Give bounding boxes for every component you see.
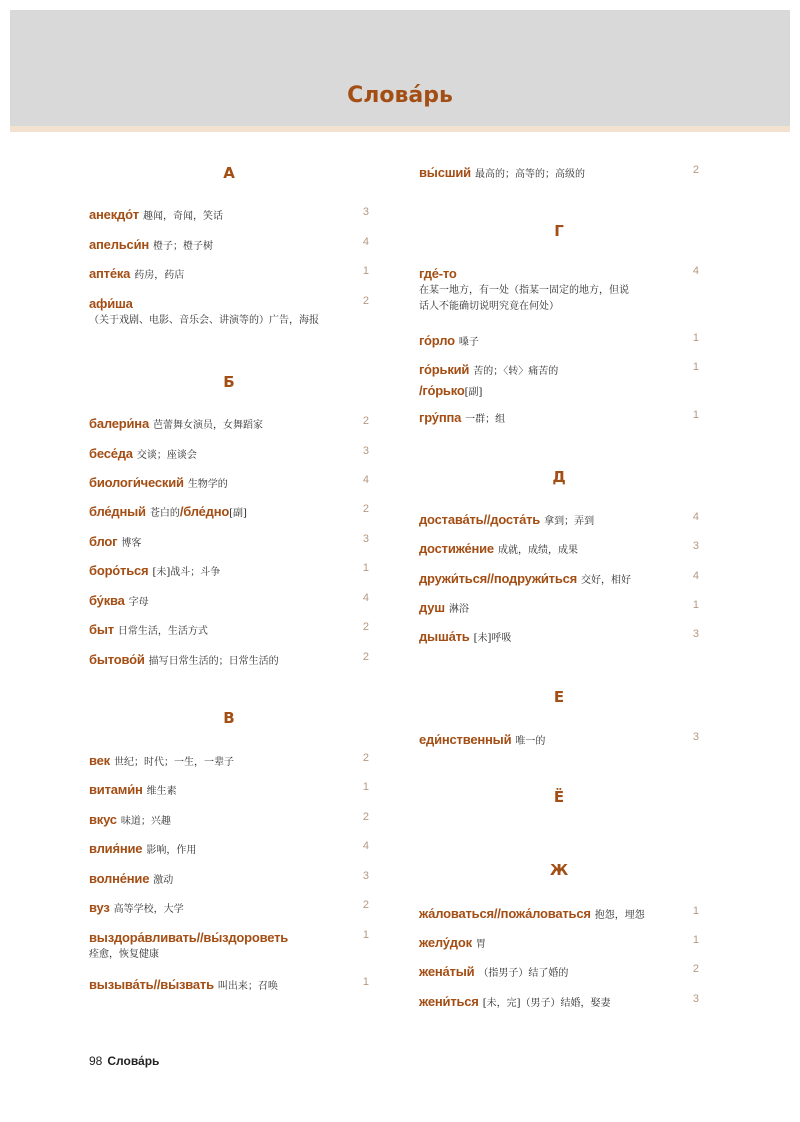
dictionary-entry bbox=[89, 650, 369, 671]
lesson-number: 3 bbox=[692, 540, 699, 552]
dictionary-entry bbox=[89, 264, 369, 285]
dictionary-entry bbox=[419, 627, 699, 648]
lesson-number: 2 bbox=[362, 899, 369, 911]
dictionary-entry bbox=[89, 810, 369, 831]
entry-definition: 博客 bbox=[121, 538, 142, 549]
lesson-number: 4 bbox=[362, 474, 369, 486]
lesson-number: 4 bbox=[692, 265, 699, 277]
dictionary-entry bbox=[89, 591, 369, 612]
lesson-number: 4 bbox=[692, 570, 699, 582]
dictionary-entry bbox=[89, 898, 369, 919]
entry-word: апельси́н bbox=[89, 237, 150, 252]
dictionary-entry bbox=[419, 510, 699, 531]
entry-word: бле́дный bbox=[89, 504, 146, 519]
dictionary-entry bbox=[419, 408, 699, 429]
entry-word: желу́док bbox=[419, 935, 472, 950]
dictionary-entry bbox=[419, 730, 699, 751]
entry-definition: 影响，作用 bbox=[146, 845, 197, 856]
section-letter: Ж bbox=[549, 861, 569, 879]
lesson-number: 1 bbox=[362, 976, 369, 988]
entry-word: бу́ква bbox=[89, 593, 125, 608]
entry-definition: 激动 bbox=[153, 875, 174, 886]
entry-definition: 一群；组 bbox=[465, 414, 506, 425]
page-footer bbox=[89, 1054, 159, 1068]
entry-word: блог bbox=[89, 534, 118, 549]
entry-definition: 话人不能确切说明究竟在何处） bbox=[419, 301, 559, 312]
dictionary-entry bbox=[89, 869, 369, 890]
dictionary-entry bbox=[89, 780, 369, 801]
dictionary-entry bbox=[89, 294, 369, 329]
dictionary-entry bbox=[419, 904, 699, 925]
entry-word: го́рький bbox=[419, 362, 470, 377]
dictionary-entry bbox=[419, 569, 699, 590]
entry-word: душ bbox=[419, 600, 445, 615]
dictionary-entry bbox=[89, 414, 369, 435]
entry-definition: 成就，成绩，成果 bbox=[497, 545, 578, 556]
entry-word: выздора́вливать//вы́здороветь bbox=[89, 930, 289, 945]
dictionary-entry bbox=[89, 532, 369, 553]
entry-definition: [未]战斗；斗争 bbox=[152, 567, 221, 578]
lesson-number: 1 bbox=[692, 905, 699, 917]
lesson-number: 2 bbox=[362, 621, 369, 633]
dictionary-entry bbox=[89, 751, 369, 772]
entry-word-variant: /го́рько bbox=[419, 383, 465, 398]
lesson-number: 1 bbox=[692, 409, 699, 421]
dictionary-entry bbox=[419, 933, 699, 954]
lesson-number: 3 bbox=[692, 628, 699, 640]
entry-definition: 嗓子 bbox=[458, 337, 479, 348]
entry-definition: 芭蕾舞女演员，女舞蹈家 bbox=[153, 420, 263, 431]
lesson-number: 1 bbox=[362, 929, 369, 941]
entry-word: апте́ка bbox=[89, 266, 131, 281]
entry-word: волне́ние bbox=[89, 871, 150, 886]
lesson-number: 3 bbox=[362, 533, 369, 545]
entry-word: балери́на bbox=[89, 416, 149, 431]
entry-definition: 拿到；弄到 bbox=[544, 516, 595, 527]
dictionary-entry bbox=[419, 598, 699, 619]
dictionary-entry bbox=[419, 163, 699, 184]
lesson-number: 3 bbox=[362, 206, 369, 218]
page-number: 98 bbox=[89, 1054, 103, 1068]
lesson-number: 2 bbox=[362, 415, 369, 427]
entry-definition: 日常生活，生活方式 bbox=[117, 626, 208, 637]
dictionary-entry bbox=[89, 473, 369, 494]
entry-word: дыша́ть bbox=[419, 629, 470, 644]
entry-definition: （指男子）结了婚的 bbox=[478, 968, 569, 979]
entry-word: жена́тый bbox=[419, 964, 475, 979]
entry-definition: [未，完]（男子）结婚，娶妻 bbox=[482, 998, 611, 1009]
entry-word: бытово́й bbox=[89, 652, 145, 667]
dictionary-entry bbox=[89, 620, 369, 641]
lesson-number: 2 bbox=[362, 752, 369, 764]
entry-definition: 药房，药店 bbox=[134, 270, 185, 281]
dictionary-entry bbox=[419, 962, 699, 983]
dictionary-entry bbox=[89, 839, 369, 860]
lesson-number: 2 bbox=[362, 503, 369, 515]
dictionary-entry bbox=[89, 235, 369, 256]
page-title: Слова́рь bbox=[347, 83, 453, 108]
entry-definition: 趣闻，奇闻，笑话 bbox=[142, 211, 223, 222]
lesson-number: 3 bbox=[692, 993, 699, 1005]
entry-definition: [副] bbox=[464, 387, 483, 398]
lesson-number: 1 bbox=[692, 361, 699, 373]
lesson-number: 4 bbox=[362, 840, 369, 852]
entry-definition: 苍白的 bbox=[149, 508, 180, 519]
entry-definition: [副] bbox=[229, 508, 247, 519]
lesson-number: 4 bbox=[362, 592, 369, 604]
entry-word: го́рло bbox=[419, 333, 455, 348]
section-letter: Е bbox=[553, 688, 565, 706]
entry-word: вы́сший bbox=[419, 165, 471, 180]
entry-definition: 交好，相好 bbox=[581, 575, 632, 586]
entry-definition: 字母 bbox=[128, 597, 149, 608]
entry-word: витами́н bbox=[89, 782, 143, 797]
entry-definition: 味道；兴趣 bbox=[120, 816, 171, 827]
lesson-number: 3 bbox=[692, 731, 699, 743]
entry-definition: 最高的；高等的；高级的 bbox=[474, 169, 585, 180]
dictionary-entry bbox=[89, 975, 369, 996]
section-letter: Г bbox=[554, 222, 564, 240]
entry-definition: 胃 bbox=[475, 939, 486, 950]
entry-word: вызыва́ть//вы́звать bbox=[89, 977, 214, 992]
entry-definition: 橙子；橙子树 bbox=[153, 241, 214, 252]
dictionary-entry bbox=[89, 928, 369, 963]
entry-definition: （关于戏剧、电影、音乐会、讲演等的）广告，海报 bbox=[89, 315, 319, 326]
entry-word-variant: /бле́дно bbox=[179, 504, 230, 519]
section-letter: А bbox=[223, 164, 235, 182]
entry-definition: 抱怨，埋怨 bbox=[594, 910, 645, 921]
dictionary-entry bbox=[419, 331, 699, 352]
entry-definition: [未]呼吸 bbox=[473, 633, 512, 644]
entry-definition: 唯一的 bbox=[515, 736, 546, 747]
entry-definition: 生物学的 bbox=[187, 479, 228, 490]
entry-word: жени́ться bbox=[419, 994, 479, 1009]
entry-definition: 在某一地方，有一处（指某一固定的地方，但说 bbox=[419, 285, 629, 296]
entry-word: жа́ловаться//пожа́ловаться bbox=[419, 906, 591, 921]
entry-word: век bbox=[89, 753, 110, 768]
footer-title: Слова́рь bbox=[107, 1054, 160, 1068]
section-letter: В bbox=[223, 709, 235, 727]
entry-word: боро́ться bbox=[89, 563, 149, 578]
entry-word: вуз bbox=[89, 900, 110, 915]
page-header bbox=[10, 10, 790, 132]
entry-definition: 痊愈，恢复健康 bbox=[89, 949, 159, 960]
section-letter: Б bbox=[223, 373, 235, 391]
lesson-number: 2 bbox=[692, 164, 699, 176]
lesson-number: 2 bbox=[362, 651, 369, 663]
entry-definition: 描写日常生活的；日常生活的 bbox=[148, 656, 279, 667]
dictionary-entry bbox=[419, 992, 699, 1013]
entry-definition: 维生素 bbox=[146, 786, 177, 797]
dictionary-entry bbox=[419, 264, 699, 315]
entry-definition: 交谈；座谈会 bbox=[136, 450, 197, 461]
entry-word: анекдо́т bbox=[89, 207, 139, 222]
entry-word: вкус bbox=[89, 812, 117, 827]
dictionary-entry bbox=[419, 539, 699, 560]
entry-definition: 高等学校，大学 bbox=[113, 904, 184, 915]
entry-word: афи́ша bbox=[89, 296, 133, 311]
entry-word: гру́ппа bbox=[419, 410, 462, 425]
entry-word: бесе́да bbox=[89, 446, 133, 461]
lesson-number: 2 bbox=[362, 811, 369, 823]
dictionary-entry bbox=[89, 561, 369, 582]
entry-word: где́-то bbox=[419, 266, 457, 281]
lesson-number: 4 bbox=[692, 511, 699, 523]
entry-word: быт bbox=[89, 622, 114, 637]
entry-word: достиже́ние bbox=[419, 541, 494, 556]
lesson-number: 2 bbox=[362, 295, 369, 307]
entry-word: достава́ть//доста́ть bbox=[419, 512, 541, 527]
lesson-number: 1 bbox=[692, 332, 699, 344]
entry-definition: 叫出来；召唤 bbox=[217, 981, 278, 992]
lesson-number: 1 bbox=[362, 562, 369, 574]
dictionary-entry bbox=[89, 444, 369, 465]
lesson-number: 4 bbox=[362, 236, 369, 248]
lesson-number: 1 bbox=[692, 599, 699, 611]
dictionary-entry bbox=[89, 502, 369, 523]
dictionary-entry bbox=[419, 360, 699, 402]
lesson-number: 1 bbox=[362, 265, 369, 277]
lesson-number: 3 bbox=[362, 870, 369, 882]
section-letter: Ё bbox=[553, 788, 565, 806]
lesson-number: 1 bbox=[692, 934, 699, 946]
lesson-number: 2 bbox=[692, 963, 699, 975]
lesson-number: 1 bbox=[362, 781, 369, 793]
lesson-number: 3 bbox=[362, 445, 369, 457]
entry-definition: 苦的；〈转〉痛苦的 bbox=[473, 366, 559, 377]
dictionary-entry bbox=[89, 205, 369, 226]
entry-word: влия́ние bbox=[89, 841, 143, 856]
entry-definition: 淋浴 bbox=[448, 604, 469, 615]
section-letter: Д bbox=[552, 468, 566, 486]
entry-word: еди́нственный bbox=[419, 732, 512, 747]
entry-word: биологи́ческий bbox=[89, 475, 184, 490]
entry-definition: 世纪；时代；一生，一辈子 bbox=[113, 757, 234, 768]
entry-word: дружи́ться//подружи́ться bbox=[419, 571, 578, 586]
